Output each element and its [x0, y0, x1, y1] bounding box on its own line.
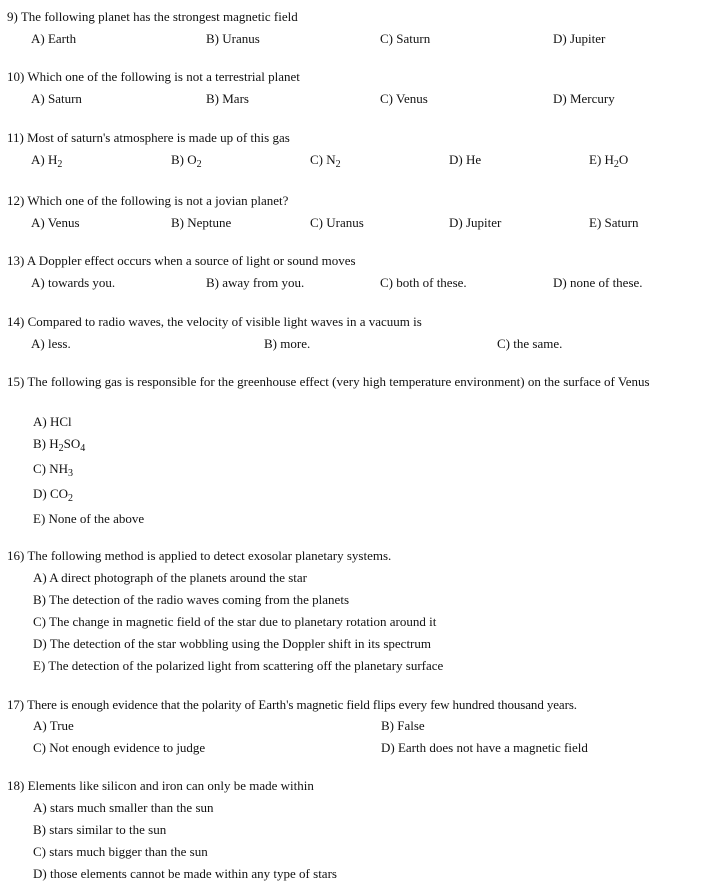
- question-number: 12): [7, 193, 25, 208]
- option-b: B) False: [381, 718, 425, 733]
- option-c: C) stars much bigger than the sun: [33, 844, 208, 859]
- question-number: 15): [7, 374, 25, 389]
- option-b: B) Neptune: [171, 215, 232, 230]
- question-number: 18): [7, 778, 25, 793]
- option-a: A) towards you.: [31, 275, 116, 290]
- option-b: B) more.: [264, 336, 311, 351]
- option-c: C) The change in magnetic field of the star due to planetary rotation around it: [33, 614, 437, 629]
- question-text: Compared to radio waves, the velocity of visible light waves in a vacuum is: [27, 314, 422, 329]
- option-a: A) True: [33, 718, 74, 733]
- question-number: 16): [7, 548, 25, 563]
- question-text: Most of saturn's atmosphere is made up of this gas: [27, 130, 290, 145]
- question-text: The following gas is responsible for the greenhouse effect (very high temperature environment) on the surface of Venus: [27, 374, 650, 389]
- option-b: B) away from you.: [206, 275, 305, 290]
- option-a: A) HCl: [33, 414, 72, 429]
- option-e: E) $H_2O$: [589, 152, 629, 170]
- option-e: E) The detection of the polarized light from scattering off the planetary surface: [33, 658, 444, 673]
- option-a: A) Saturn: [31, 91, 82, 106]
- question-text: The following planet has the strongest magnetic field: [20, 9, 298, 24]
- option-b: B) Mars: [206, 91, 249, 106]
- question-text: Elements like silicon and iron can only be made within: [27, 778, 314, 793]
- option-a: A) stars much smaller than the sun: [33, 800, 214, 815]
- option-d: D) none of these.: [553, 275, 643, 290]
- question-text: Which one of the following is not a terrestrial planet: [27, 69, 300, 84]
- option-d: D) Jupiter: [449, 215, 502, 230]
- option-d: D) $CO_2$: [33, 486, 74, 504]
- option-b: B) $O_2$: [171, 152, 202, 170]
- option-a: A) Venus: [31, 215, 80, 230]
- question-text: A Doppler effect occurs when a source of light or sound moves: [26, 253, 356, 268]
- option-d: D) The detection of the star wobbling using the Doppler shift in its spectrum: [33, 636, 431, 651]
- option-a: A) Earth: [31, 31, 77, 46]
- question-number: 14): [7, 314, 25, 329]
- option-c: C) Uranus: [310, 215, 364, 230]
- option-b: B) stars similar to the sun: [33, 822, 167, 837]
- question-text: The following method is applied to detect exosolar planetary systems.: [27, 548, 392, 563]
- option-d: D) Earth does not have a magnetic field: [381, 740, 588, 755]
- option-a: A) less.: [31, 336, 71, 351]
- option-c: C) Saturn: [380, 31, 431, 46]
- question-number: 10): [7, 69, 25, 84]
- question-text: There is enough evidence that the polarity of Earth's magnetic field flips every few hundred thousand years.: [26, 697, 577, 712]
- option-a: A) $H_2$: [31, 152, 63, 170]
- option-d: D) Jupiter: [553, 31, 606, 46]
- option-c: C) $N_2$: [310, 152, 341, 170]
- option-d: D) He: [449, 152, 482, 167]
- question-number: 9): [7, 9, 18, 24]
- option-d: D) those elements cannot be made within any type of stars: [33, 866, 337, 881]
- option-b: B) Uranus: [206, 31, 260, 46]
- question-number: 11): [7, 130, 24, 145]
- question-number: 17): [7, 697, 25, 712]
- option-e: E) None of the above: [33, 511, 145, 526]
- option-c: C) $NH_3$: [33, 461, 74, 479]
- option-d: D) Mercury: [553, 91, 615, 106]
- option-c: C) both of these.: [380, 275, 467, 290]
- option-c: C) Venus: [380, 91, 428, 106]
- option-e: E) Saturn: [589, 215, 639, 230]
- option-a: A) A direct photograph of the planets around the star: [33, 570, 308, 585]
- option-b: B) $H_2SO_4$: [33, 436, 86, 454]
- question-text: Which one of the following is not a jovian planet?: [27, 193, 289, 208]
- question-number: 13): [7, 253, 25, 268]
- option-c: C) Not enough evidence to judge: [33, 740, 206, 755]
- option-b: B) The detection of the radio waves coming from the planets: [33, 592, 349, 607]
- option-c: C) the same.: [497, 336, 563, 351]
